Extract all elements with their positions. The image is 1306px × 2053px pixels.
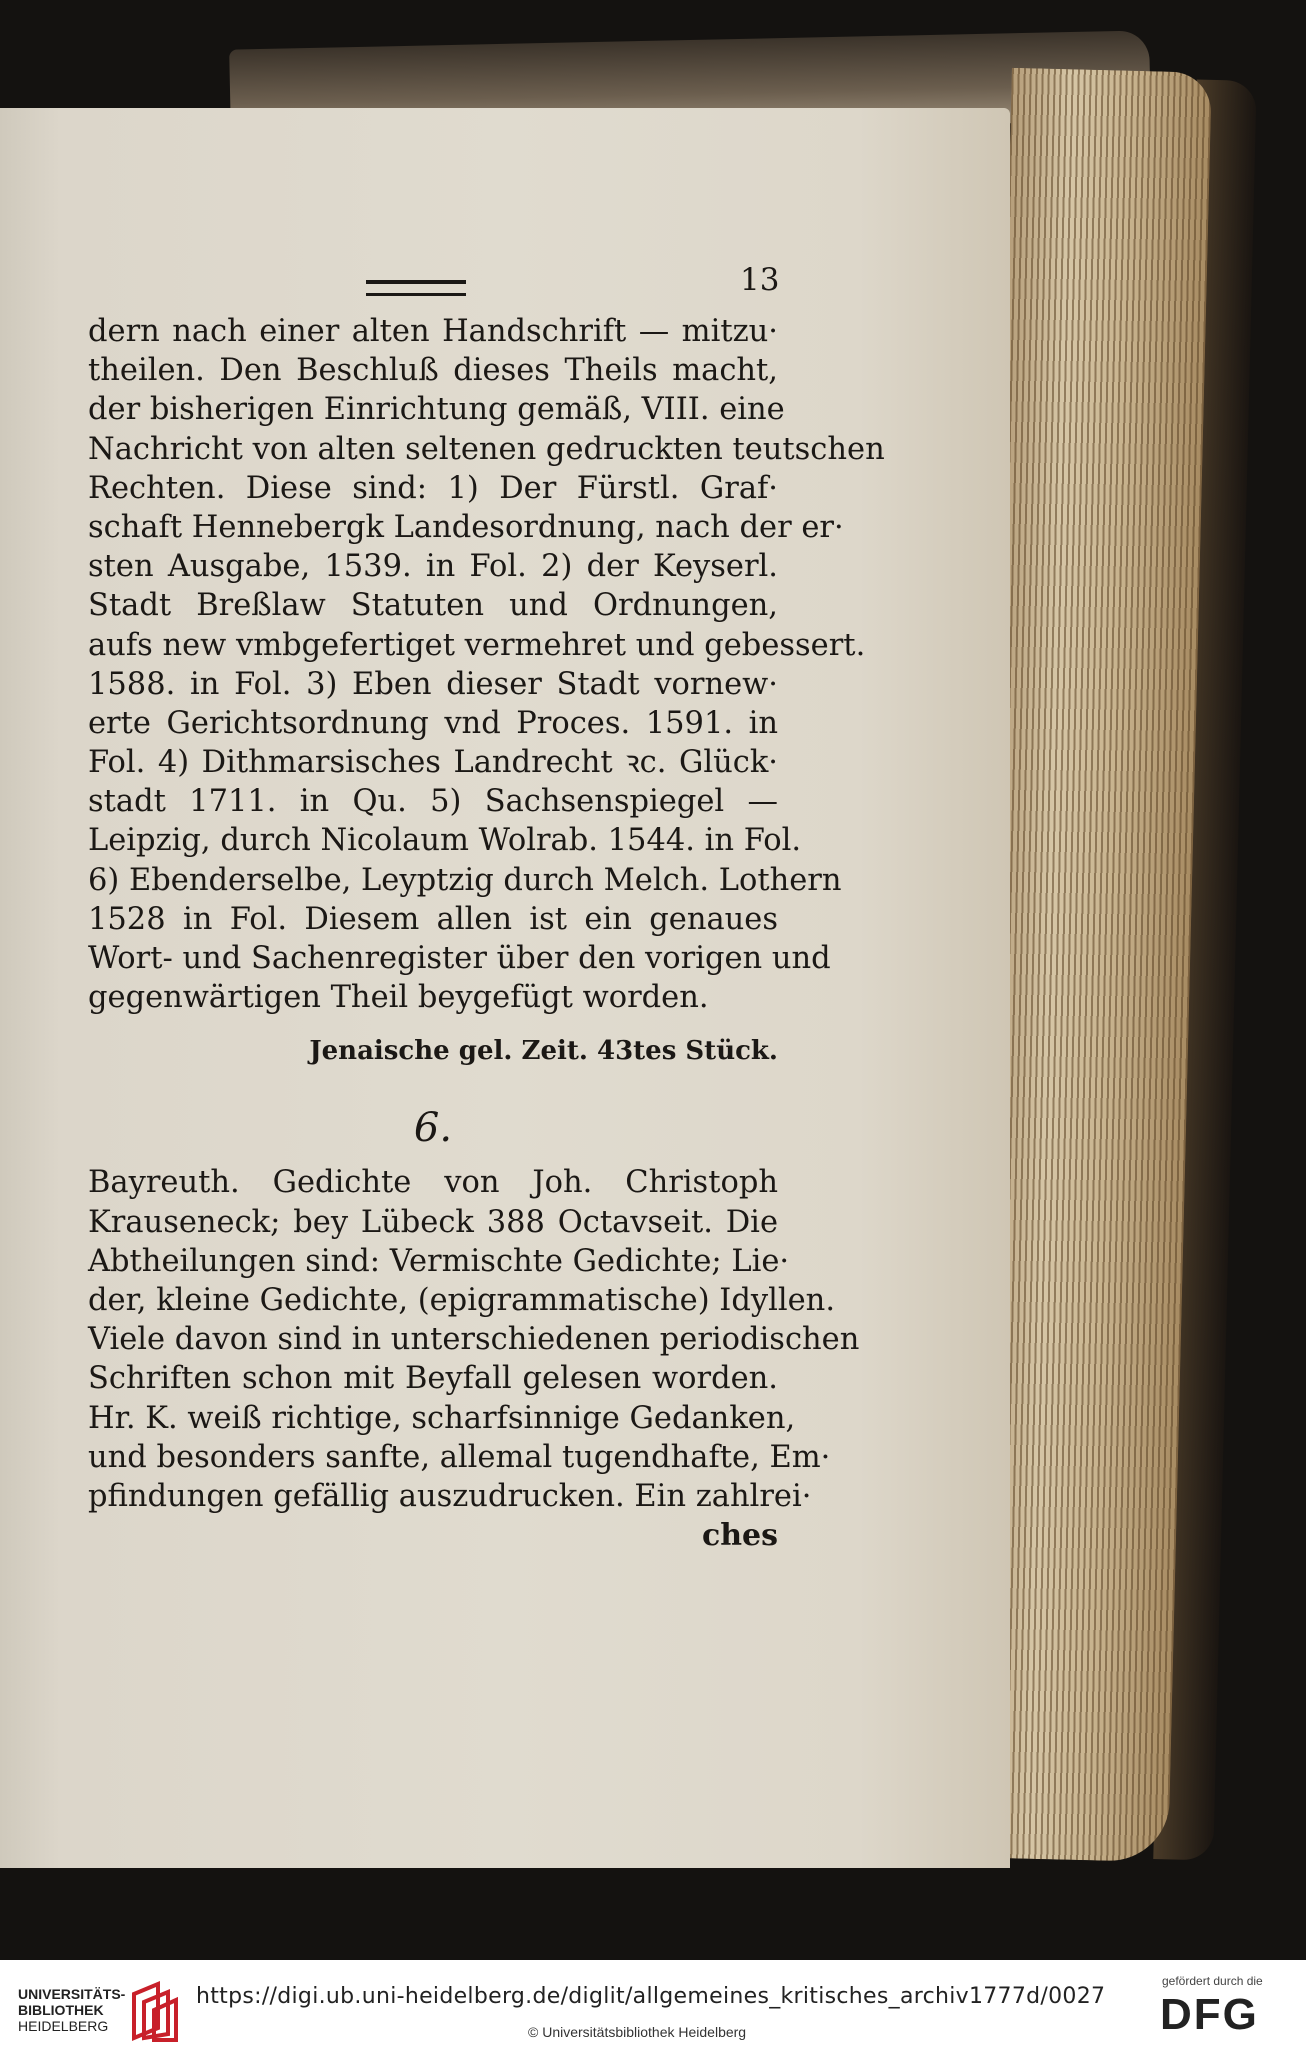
- page-number: 13: [740, 262, 780, 298]
- text-line: Fol. 4) Dithmarsisches Landrecht ꝛc. Glück·: [88, 745, 778, 781]
- text-line: 1528 in Fol. Diesem allen ist ein genaues: [88, 901, 778, 937]
- text-line: Leipzig, durch Nicolaum Wolrab. 1544. in Fol.: [88, 823, 802, 859]
- library-name-line: UNIVERSITÄTS-: [18, 1986, 126, 2002]
- source-note: Jenaische gel. Zeit. 43tes Stück.: [309, 1036, 778, 1067]
- copyright-notice: © Universitätsbibliothek Heidelberg: [528, 2024, 747, 2040]
- text-line: Stadt Breßlaw Statuten und Ordnungen,: [88, 588, 778, 624]
- library-name-line: HEIDELBERG: [18, 2018, 109, 2034]
- text-line: gegenwärtigen Theil beygefügt worden.: [88, 980, 709, 1016]
- text-line: dern nach einer alten Handschrift — mitzu·: [88, 314, 778, 349]
- text-line: schaft Hennebergk Landesordnung, nach der er·: [88, 509, 844, 545]
- text-line: 1588. in Fol. 3) Eben dieser Stadt vornew·: [88, 666, 778, 702]
- text-line: Hr. K. weiß richtige, scharfsinnige Gedanken,: [88, 1400, 796, 1436]
- text-line: Nachricht von alten seltenen gedruckten teutschen: [88, 431, 885, 467]
- funder-label: gefördert durch die: [1162, 1974, 1263, 1988]
- text-line: stadt 1711. in Qu. 5) Sachsenspiegel —: [88, 784, 778, 820]
- text-line: der bisherigen Einrichtung gemäß, VIII. eine: [88, 392, 785, 428]
- library-logo-icon: [128, 1980, 182, 2042]
- library-name-line: BIBLIOTHEK: [18, 2002, 104, 2018]
- text-line: pfindungen gefällig auszudrucken. Ein zahlrei·: [88, 1478, 812, 1514]
- viewer-footer: [0, 1960, 1306, 2053]
- text-line: Schriften schon mit Beyfall gelesen worden.: [88, 1361, 778, 1397]
- text-line: der, kleine Gedichte, (epigrammatische) Idyllen.: [88, 1282, 836, 1318]
- text-line: erte Gerichtsordnung vnd Proces. 1591. in: [88, 705, 778, 741]
- page-text: [88, 262, 885, 1555]
- paragraph-part1: [88, 312, 885, 1017]
- text-line: Viele davon sind in unterschiedenen periodischen: [88, 1322, 860, 1358]
- page-header: [88, 262, 778, 312]
- dfg-logo: DFG: [1160, 1990, 1259, 2039]
- text-line: Bayreuth. Gedichte von Joh. Christoph: [88, 1165, 778, 1201]
- text-line: 6) Ebenderselbe, Leyptzig durch Melch. Lothern: [88, 862, 842, 898]
- library-name: [18, 1986, 125, 2034]
- paragraph-part2: [88, 1163, 860, 1516]
- text-line: Wort- und Sachenregister über den vorigen und: [88, 941, 831, 976]
- text-line: aufs new vmbgefertiget vermehret und gebessert.: [88, 627, 866, 663]
- permalink-url[interactable]: https://digi.ub.uni-heidelberg.de/diglit/allgemeines_kritisches_archiv1777d/0027: [196, 1984, 1106, 2009]
- text-line: Rechten. Diese sind: 1) Der Fürstl. Graf·: [88, 470, 778, 506]
- catchword: ches: [701, 1518, 778, 1554]
- text-line: sten Ausgabe, 1539. in Fol. 2) der Keyserl.: [88, 549, 778, 585]
- header-rule: [366, 280, 466, 296]
- text-line: theilen. Den Beschluß dieses Theils macht,: [88, 353, 778, 389]
- text-line: Krauseneck; bey Lübeck 388 Octavseit. Die: [88, 1204, 778, 1240]
- section-number: 6.: [413, 1105, 453, 1152]
- text-line: und besonders sanfte, allemal tugendhafte, Em·: [88, 1439, 831, 1475]
- text-line: Abtheilungen sind: Vermischte Gedichte; Lie·: [88, 1243, 790, 1279]
